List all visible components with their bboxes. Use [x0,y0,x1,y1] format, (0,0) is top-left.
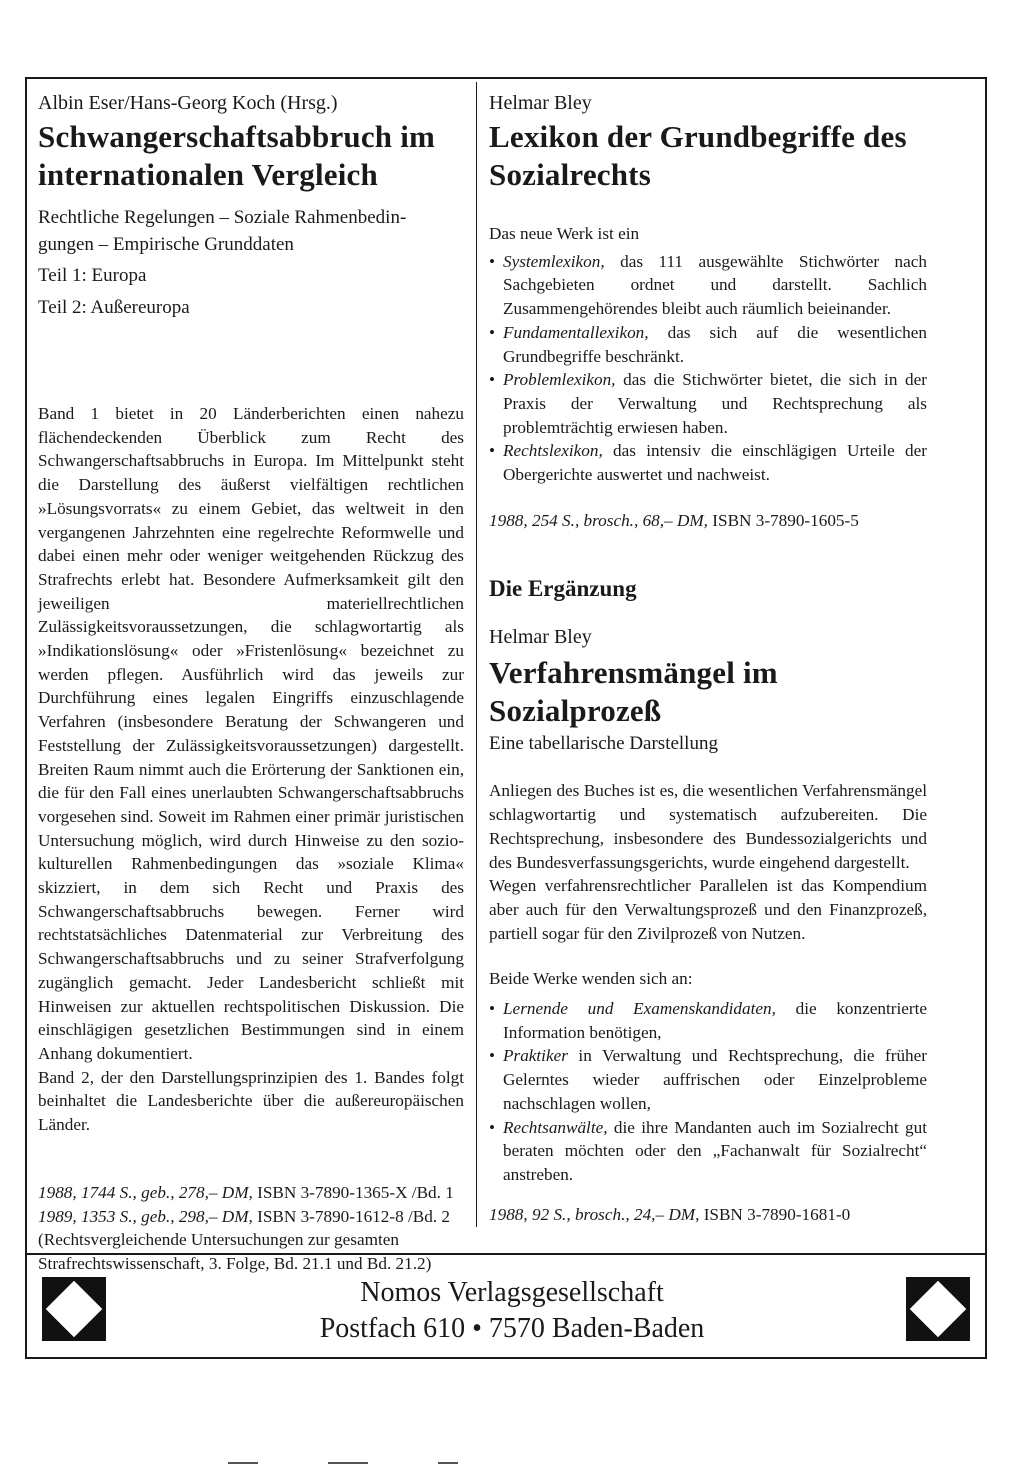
left-title-line2: internationalen Vergleich [38,157,378,192]
right-citation-1 [489,509,927,533]
list-item-term: Problemlexikon, [503,370,616,390]
list-item-term: Lernende und Examenskandidaten, [503,999,776,1019]
column-divider [476,82,477,1227]
right-description-2b: Wegen verfahrensrechtlicher Parallelen ist das Kompendium aber auch für den Verwaltungsprozeß und den Finanzprozeß, partiell sogar für den Zivilprozeß von Nutzen. [489,876,927,943]
list-item [489,1044,927,1115]
right-feature-list [489,250,927,487]
scan-mark [228,1462,258,1464]
right-title-line1: Lexikon der Grundbegriffe des [489,119,907,154]
list-item-term: Rechtslexikon, [503,441,603,461]
list-item-text: die ihre Mandanten auch im Sozialrecht gut beraten möchten oder den „Fachanwalt für Sozialrecht“ anstreben. [503,1117,927,1184]
left-teil1: Teil 1: Europa [38,265,147,286]
right-author-2: Helmar Bley [489,626,592,649]
list-item [489,250,927,321]
list-item-text: das die Stichwörter bietet, die sich in der Praxis der Verwaltung und Rechtsprechung als problemträchtig erwiesen haben. [503,370,927,437]
list-item [489,997,927,1044]
left-column [38,90,464,1276]
right-citation-1-isbn: ISBN 3-7890-1605-5 [707,510,859,530]
left-subtitle-line2: gungen – Empirische Grunddaten [38,234,294,255]
left-citation-2-italic: 1989, 1353 S., geb., 298,– DM, [38,1206,253,1226]
right-subtitle-2: Eine tabellarische Darstellung [489,733,718,755]
list-item-term: Systemlexikon, [503,251,605,271]
right-citation-1-italic: 1988, 254 S., brosch., 68,– DM, [489,510,708,530]
left-citation-2-isbn: ISBN 3-7890-1612-8 /Bd. 2 [252,1206,451,1226]
list-item-term: Praktiker [503,1046,568,1066]
left-author: Albin Eser/Hans-Georg Koch (Hrsg.) [38,92,338,114]
right-citation-2-italic: 1988, 92 S., brosch., 24,– DM, [489,1204,700,1224]
list-item [489,321,927,368]
list-item-text: in Verwaltung und Rechtsprechung, die früher Gelerntes wieder auffrischen oder Einzelprobleme nachschlagen wollen, [503,1046,927,1113]
left-description: Band 1 bietet in 20 Länderberichten einen nahezu flächendeckenden Überblick zum Recht des Schwangerschaftsabbruchs in Europa. Im Mittelpunkt steht die Darstellung des äußerst vielfältigen rechtlichen »Lösungsvorrats« zu einem Gebiet, das weltweit in den vergangenen Jahrzehnten eine regelrechte Reformwelle und dabei einen mehr oder weniger weitgehenden Rückzug des Strafrechts erlebt hat. Besondere Aufmerksamkeit gilt den jeweiligen materiellrechtlichen Zulässigkeitsvoraussetzungen, die schlagwortartig als »Indikationslösung« oder »Fristenlösung« bezeichnet zu werden pflegen. Ausführlich wird das jeweils zur Durchführung eines legalen Eingriffs einzuschlagende Verfahren (insbesondere Beratung der Schwangeren und Feststellung der Zulässigkeitsvoraussetzungen) dargestellt. Breiten Raum nimmt auch die Erörterung der Sanktionen ein, die für den Fall eines unerlaubten Schwangerschaftsabbruchs vorgesehen sind. Soweit im Rahmen einer primär juristischen Untersuchung möglich, wird durch Hinweise zu den sozio-kulturellen Rahmenbedingungen das »soziale Klima« skizziert, in dem sich Recht und Praxis des Schwangerschaftsabbruchs bewegen. Ferner wird rechtstatsächliches Datenmaterial zur Verbreitung des Schwangerschaftsabbruchs und zu seiner Strafverfolgung zugänglich gemacht. Jeder Landesbericht schließt mit Hinweisen zur aktuellen rechtspolitischen Diskussion. Die einschlägigen gesetzlichen Bestimmungen sind in einem Anhang dokumentiert. [38,404,464,1063]
left-series-note: (Rechtsvergleichende Untersuchungen zur gesamten Strafrechtswissenschaft, 3. Folge, Bd. 21.1 und Bd. 21.2) [38,1230,432,1273]
right-description-2a: Anliegen des Buches ist es, die wesentlichen Verfahrensmängel schlagwortartig und systematisch aufzubereiten. Die Rechtsprechung, insbesondere des Bundessozialgerichts und des Bundesverfassungsgerichts, wurde eingehend dargestellt. [489,781,927,872]
left-citation-1-italic: 1988, 1744 S., geb., 278,– DM, [38,1182,253,1202]
scan-mark [328,1462,368,1464]
scan-mark [438,1462,458,1464]
list-item-text: das sich auf die wesentlichen Grundbegriffe beschränkt. [503,322,927,366]
left-description-2: Band 2, der den Darstellungsprinzipien des 1. Bandes folgt beinhaltet die Landesberichte über die außereuropäischen Länder. [38,1067,464,1135]
list-item [489,1116,927,1187]
publisher-name: Nomos Verlagsgesellschaft [360,1277,664,1308]
right-intro: Das neue Werk ist ein [489,224,640,243]
list-item-text: das intensiv die einschlägigen Urteile der Obergerichte auswertet und nachweist. [503,441,927,485]
list-item-text: das 111 ausgewählte Stichwörter nach Sachgebieten ordnet und darstellt. Sachlich Zusammengehörendes bleibt auch räumlich beieinander. [503,251,927,319]
right-column [489,90,927,1226]
publisher-address: Postfach 610 • 7570 Baden-Baden [319,1313,705,1344]
right-citation-2 [489,1203,927,1227]
right-citation-2-isbn: ISBN 3-7890-1681-0 [699,1204,851,1224]
left-citation-1-isbn: ISBN 3-7890-1365-X /Bd. 1 [252,1182,454,1202]
left-title-line1: Schwangerschaftsabbruch im [38,119,436,154]
list-item [489,368,927,439]
section-heading: Die Ergänzung [489,576,637,602]
list-item [489,439,927,486]
left-teil2: Teil 2: Außereuropa [38,297,190,318]
right-author: Helmar Bley [489,92,592,114]
left-citation-2 [38,1205,464,1229]
list-item-text: die konzentrierte Information benötigen, [503,999,927,1042]
right-title-line2: Sozialrechts [489,157,651,192]
list-item-term: Fundamentallexikon, [503,322,649,342]
audience-list [489,997,927,1187]
audience-intro: Beide Werke wenden sich an: [489,969,693,989]
right-title2-line1: Verfahrensmängel im [489,655,778,691]
list-item-term: Rechtsanwälte, [503,1117,608,1137]
left-citation-1 [38,1181,464,1205]
left-subtitle-line1: Rechtliche Regelungen – Soziale Rahmenbedin- [38,207,407,228]
right-title2-line2: Sozialprozeß [489,693,662,729]
